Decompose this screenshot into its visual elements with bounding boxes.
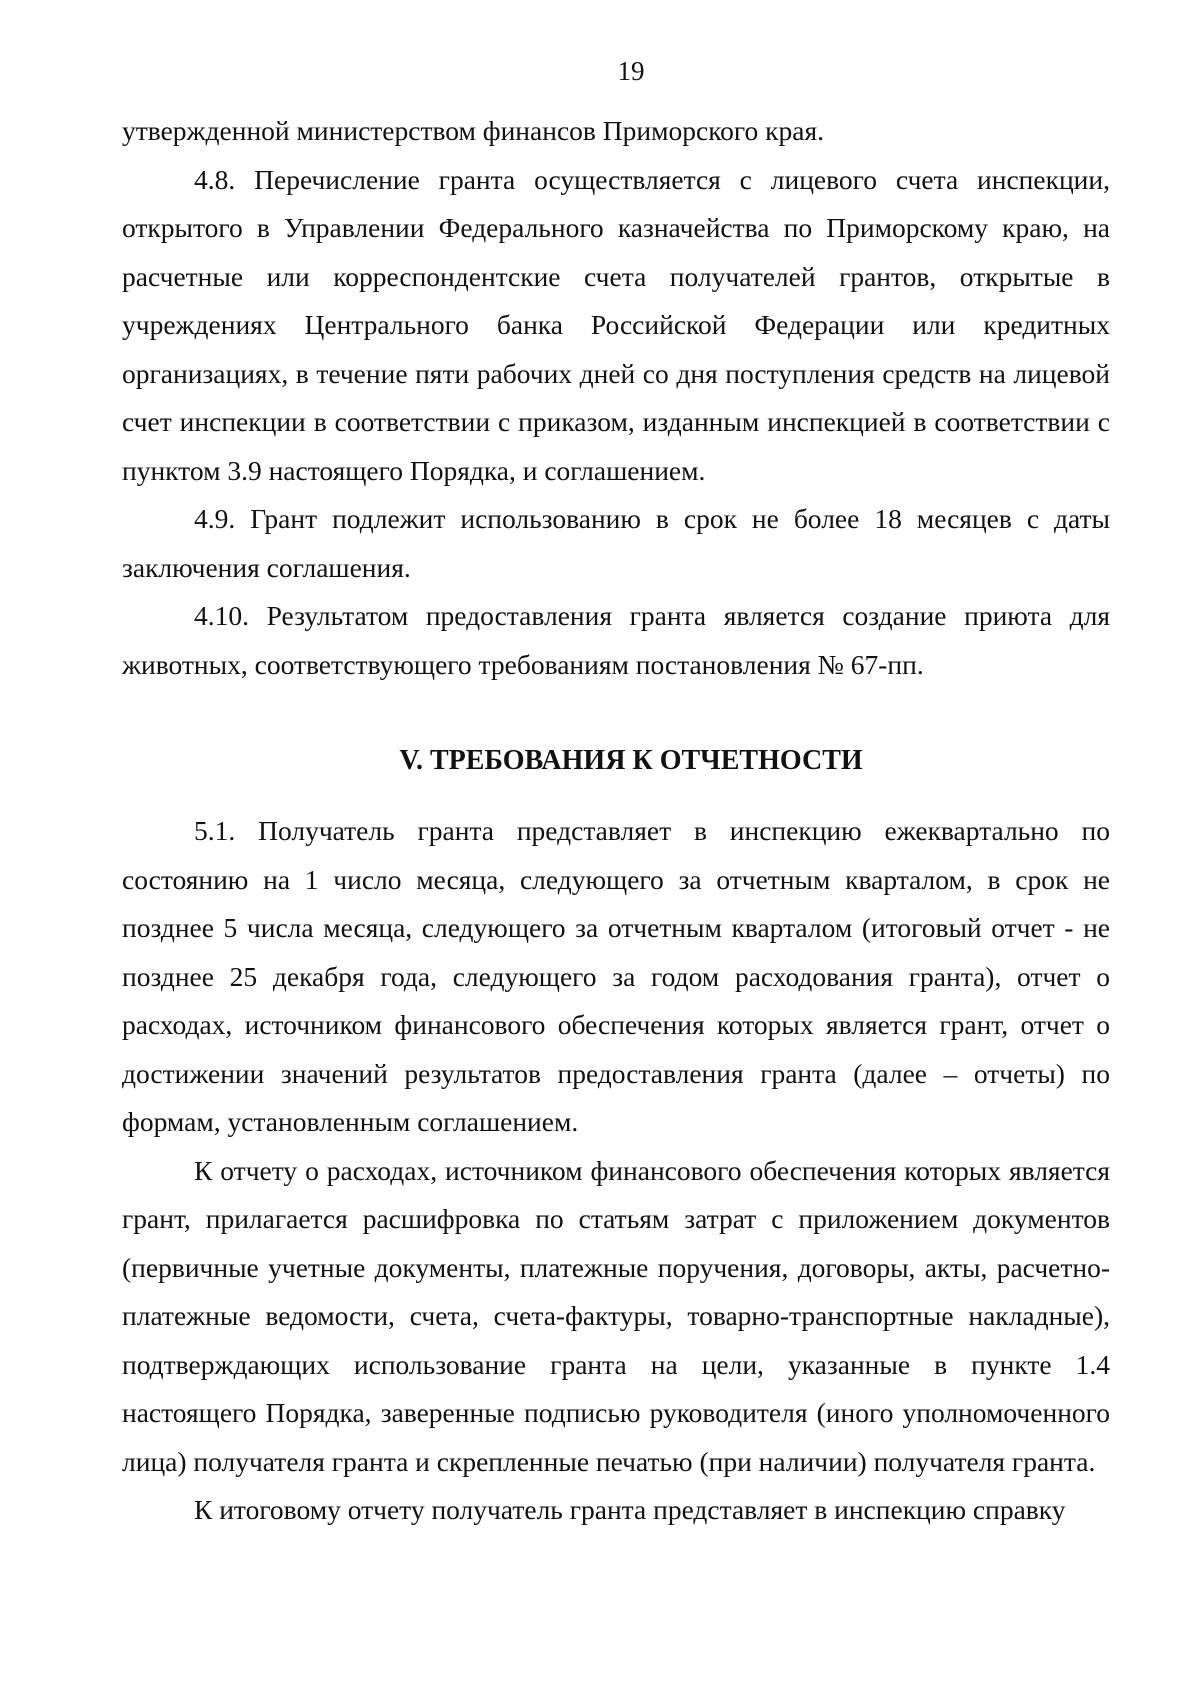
section-heading: V. ТРЕБОВАНИЯ К ОТЧЕТНОСТИ: [399, 745, 863, 776]
paragraph-4-9: 4.9. Грант подлежит использованию в срок не более 18 месяцев с даты заключения соглашения.: [122, 503, 1110, 583]
paragraph-4-8: 4.8. Перечисление гранта осуществляется с лицевого счета инспекции, открытого в Управлении Федерального казначейства по Приморскому краю, на расчетные или корреспондентские счета получателей грантов, открытые в учреждениях Центрального банка Российской Федерации или кредитных организациях, в течение пяти рабочих дней со дня поступления средств на лицевой счет инспекции в соответствии с приказом, изданным инспекцией в соответствии с пунктом 3.9 настоящего Порядка, и соглашением.: [122, 163, 1110, 486]
paragraph-expense-report: К отчету о расходах, источником финансового обеспечения которых является грант, прилагается расшифровка по статьям затрат с приложением документов (первичные учетные документы, платежные поручения, договоры, акты, расчетно-платежные ведомости, счета, счета-фактуры, товарно-транспортные накладные), подтверждающих использование гранта на цели, указанные в пункте 1.4 настоящего Порядка, заверенные подписью руководителя (иного уполномоченного лица) получателя гранта и скрепленные печатью (при наличии) получателя гранта.: [122, 1154, 1110, 1477]
paragraph-final-report: К итоговому отчету получатель гранта представляет в инспекцию справку: [194, 1494, 1066, 1525]
document-page: [122, 58, 1110, 1678]
paragraph-5-1: 5.1. Получатель гранта представляет в инспекцию ежеквартально по состоянию на 1 число месяца, следующего за отчетным кварталом, в срок не позднее 5 числа месяца, следующего за отчетным кварталом (итоговый отчет - не позднее 25 декабря года, следующего за годом расходования гранта), отчет о расходах, источником финансового обеспечения которых является грант, отчет о достижении значений результатов предоставления гранта (далее – отчеты) по формам, установленным соглашением.: [122, 815, 1110, 1137]
paragraph-4-10: 4.10. Результатом предоставления гранта является создание приюта для животных, соответствующего требованиям постановления № 67-пп.: [122, 600, 1110, 680]
page-number: 19: [617, 56, 645, 86]
paragraph-continuation: утвержденной министерством финансов Приморского края.: [122, 115, 824, 146]
